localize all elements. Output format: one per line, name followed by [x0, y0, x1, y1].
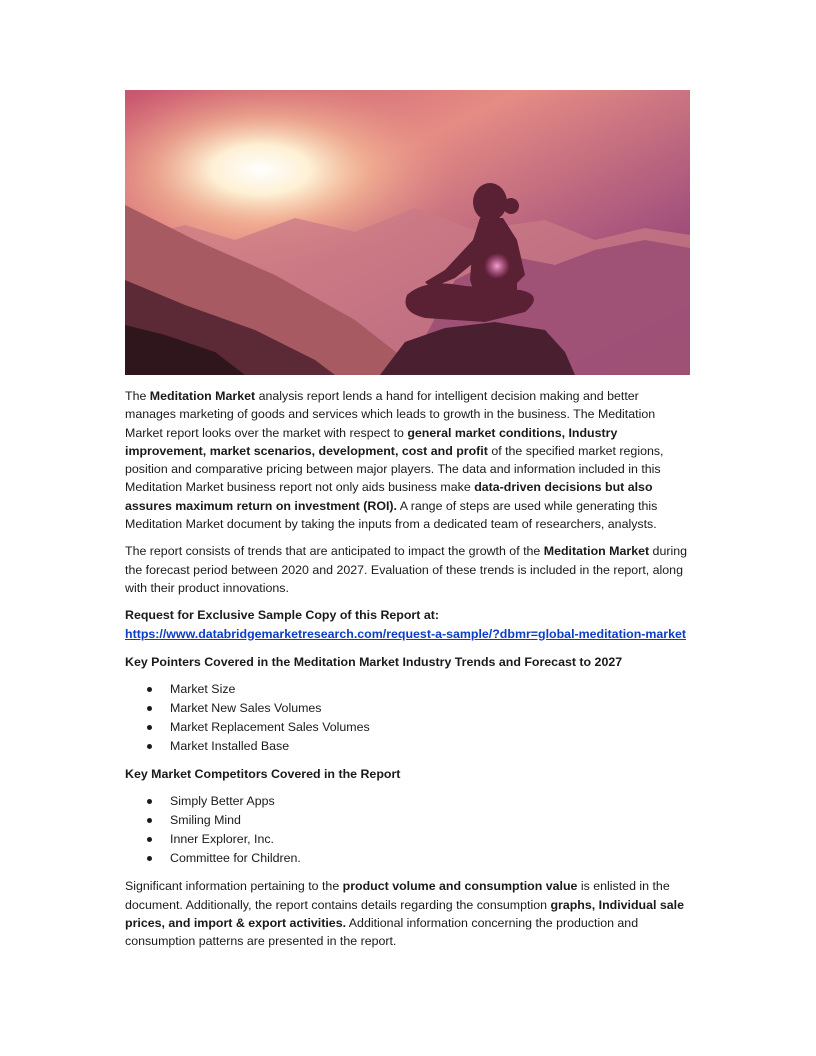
key-pointers-list	[125, 680, 691, 756]
closing-paragraph: Significant information pertaining to the product volume and consumption value is enlisted in the document. Additionally, the report contains details regarding the consumption graphs, Individual sale prices, and import & export activities. Additional information concerning the production and consumption patterns are presented in the report.	[125, 879, 685, 949]
competitors-list	[125, 792, 691, 868]
hero-image	[125, 90, 690, 375]
list-item: Market Installed Base	[125, 737, 691, 756]
sample-request-link[interactable]: https://www.databridgemarketresearch.com/request-a-sample/?dbmr=global-meditation-market	[125, 626, 687, 641]
list-item: Inner Explorer, Inc.	[125, 830, 691, 849]
bullet-icon	[147, 837, 152, 842]
report-body	[125, 387, 691, 960]
bullet-icon	[147, 687, 152, 692]
list-item: Market New Sales Volumes	[125, 699, 691, 718]
bullet-icon	[147, 725, 152, 730]
key-pointers-heading: Key Pointers Covered in the Meditation Market Industry Trends and Forecast to 2027	[125, 654, 623, 669]
bullet-icon	[147, 744, 152, 749]
bullet-icon	[147, 706, 152, 711]
list-item: Market Size	[125, 680, 691, 699]
trends-paragraph: The report consists of trends that are anticipated to impact the growth of the Meditation Market during the forecast period between 2020 and 2027. Evaluation of these trends is included in the report, along with their product innovations.	[125, 544, 687, 595]
competitors-heading: Key Market Competitors Covered in the Report	[125, 767, 401, 782]
intro-paragraph: The Meditation Market analysis report lends a hand for intelligent decision making and better manages marketing of goods and services which leads to growth in the business. The Meditation Market report looks over the market with respect to general market conditions, Industry improvement, market scenarios, development, cost and profit of the specified market regions, position and comparative pricing between major players. The data and information included in this Meditation Market business report not only aids business make data-driven decisions but also assures maximum return on investment (ROI). A range of steps are used while generating this Meditation Market document by taking the inputs from a dedicated team of researchers, analysts.	[125, 389, 664, 532]
bullet-icon	[147, 856, 152, 861]
sample-request-label: Request for Exclusive Sample Copy of this Report at:	[125, 608, 439, 623]
list-item: Simply Better Apps	[125, 792, 691, 811]
bullet-icon	[147, 818, 152, 823]
sample-request	[125, 606, 691, 643]
list-item: Market Replacement Sales Volumes	[125, 718, 691, 737]
bullet-icon	[147, 799, 152, 804]
list-item: Smiling Mind	[125, 811, 691, 830]
list-item: Committee for Children.	[125, 849, 691, 868]
meditation-photo	[125, 90, 690, 375]
